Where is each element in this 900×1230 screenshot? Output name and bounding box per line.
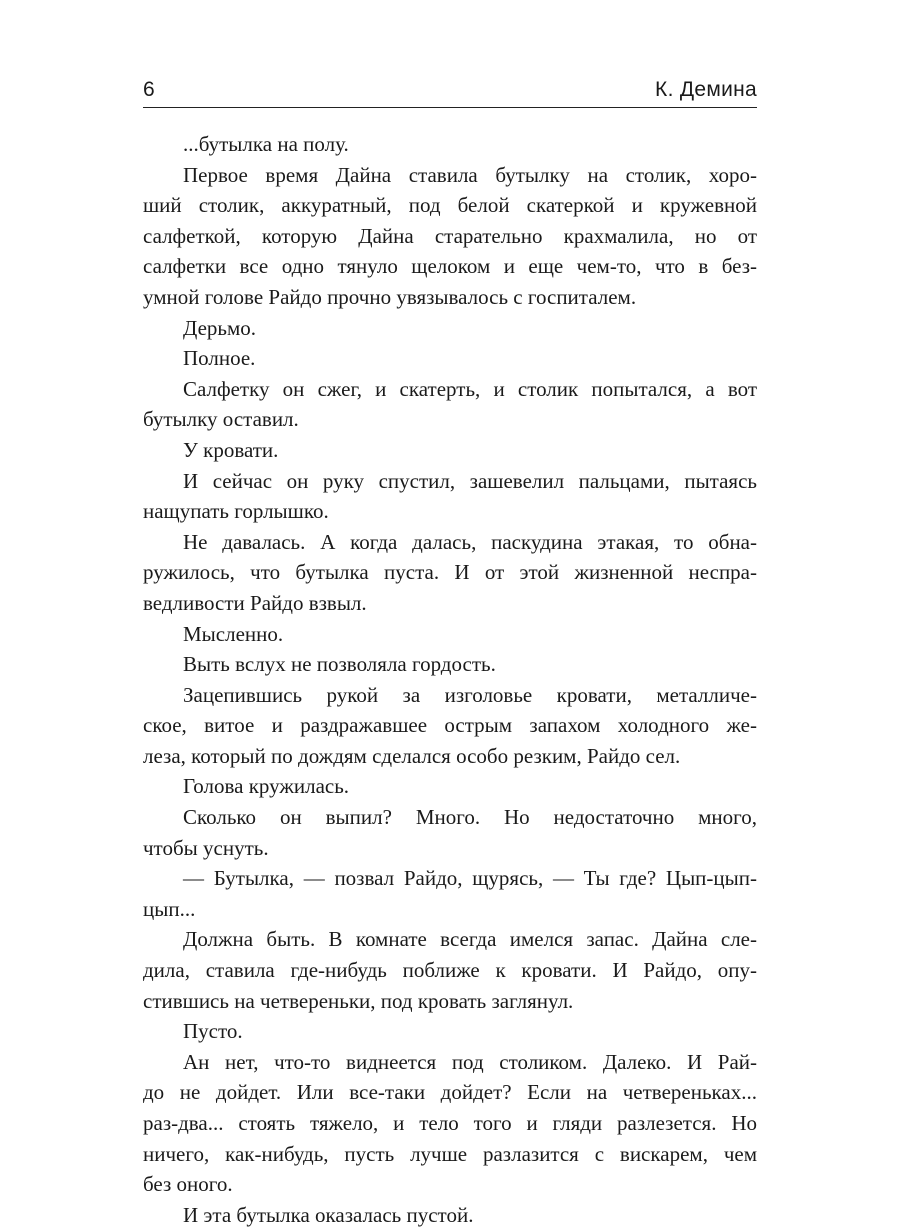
- text-line: Полное.: [183, 346, 256, 371]
- text-line: И сейчас он руку спустил, зашевелил пальцами, пытаясь: [183, 468, 757, 493]
- paragraph: [143, 771, 757, 802]
- paragraph: [143, 1016, 757, 1047]
- text-line: умной голове Райдо прочно увязывалось с госпиталем.: [143, 284, 637, 309]
- text-line: ружилось, что бутылка пуста. И от этой жизненной неспра-: [143, 560, 757, 585]
- header-rule: [143, 107, 757, 108]
- paragraph: [143, 619, 757, 650]
- text-line: цып...: [143, 896, 196, 921]
- paragraph: [143, 863, 757, 924]
- paragraph: [143, 343, 757, 374]
- text-line: чтобы уснуть.: [143, 835, 269, 860]
- paragraph: [143, 374, 757, 435]
- text-line: И эта бутылка оказалась пустой.: [183, 1202, 474, 1227]
- text-line: ское, витое и раздражавшее острым запахом холодного же-: [143, 713, 757, 738]
- page-number: 6: [143, 78, 155, 101]
- text-line: Сколько он выпил? Много. Но недостаточно много,: [183, 805, 757, 830]
- paragraph: [143, 160, 757, 313]
- paragraph: [143, 924, 757, 1016]
- text-line: Дерьмо.: [183, 315, 257, 340]
- text-line: без оного.: [143, 1172, 233, 1197]
- text-line: Не давалась. А когда далась, паскудина этакая, то обна-: [183, 529, 757, 554]
- text-line: салфеткой, которую Дайна старательно крахмалила, но от: [143, 223, 757, 248]
- text-line: ведливости Райдо взвыл.: [143, 590, 367, 615]
- text-line: салфетки все одно тянуло щелоком и еще чем-то, что в без-: [143, 254, 757, 279]
- text-line: Пусто.: [183, 1019, 243, 1044]
- text-line: Салфетку он сжег, и скатерть, и столик попытался, а вот: [183, 376, 757, 401]
- body-text: [143, 129, 757, 1230]
- text-line: Ан нет, что-то виднеется под столиком. Далеко. И Рай-: [183, 1049, 757, 1074]
- text-line: ничего, как-нибудь, пусть лучше разлазится с вискарем, чем: [143, 1141, 757, 1166]
- paragraph: [143, 435, 757, 466]
- text-line: ший столик, аккуратный, под белой скатеркой и кружевной: [143, 193, 757, 218]
- paragraph: [143, 129, 757, 160]
- text-line: ...бутылка на полу.: [183, 132, 349, 156]
- paragraph: [143, 802, 757, 863]
- text-line: У кровати.: [183, 437, 279, 462]
- text-line: нащупать горлышко.: [143, 499, 329, 524]
- paragraph: [143, 466, 757, 527]
- text-line: Первое время Дайна ставила бутылку на столик, хоро-: [183, 162, 757, 187]
- text-line: Голова кружилась.: [183, 774, 350, 799]
- paragraph: [143, 680, 757, 772]
- text-line: Зацепившись рукой за изголовье кровати, металличе-: [183, 682, 757, 707]
- text-line: леза, который по дождям сделался особо резким, Райдо сел.: [143, 743, 681, 768]
- paragraph: [143, 649, 757, 680]
- text-line: стившись на четвереньки, под кровать заглянул.: [143, 988, 574, 1013]
- paragraph: [143, 1047, 757, 1200]
- text-line: до не дойдет. Или все-таки дойдет? Если на четвереньках...: [143, 1080, 757, 1105]
- text-line: раз-два... стоять тяжело, и тело того и гляди разлезется. Но: [143, 1111, 757, 1135]
- page-header: [143, 75, 757, 105]
- text-line: дила, ставила где-нибудь поближе к кровати. И Райдо, опу-: [143, 958, 757, 983]
- text-line: Должна быть. В комнате всегда имелся запас. Дайна сле-: [183, 927, 757, 952]
- text-line: бутылку оставил.: [143, 407, 299, 432]
- text-line: — Бутылка, — позвал Райдо, щурясь, — Ты где? Цып-цып-: [183, 866, 757, 891]
- text-line: Выть вслух не позволяла гордость.: [183, 652, 496, 677]
- paragraph: [143, 527, 757, 619]
- paragraph: [143, 313, 757, 344]
- text-line: Мысленно.: [183, 621, 284, 646]
- paragraph: [143, 1200, 757, 1230]
- running-head: К. Демина: [655, 78, 757, 101]
